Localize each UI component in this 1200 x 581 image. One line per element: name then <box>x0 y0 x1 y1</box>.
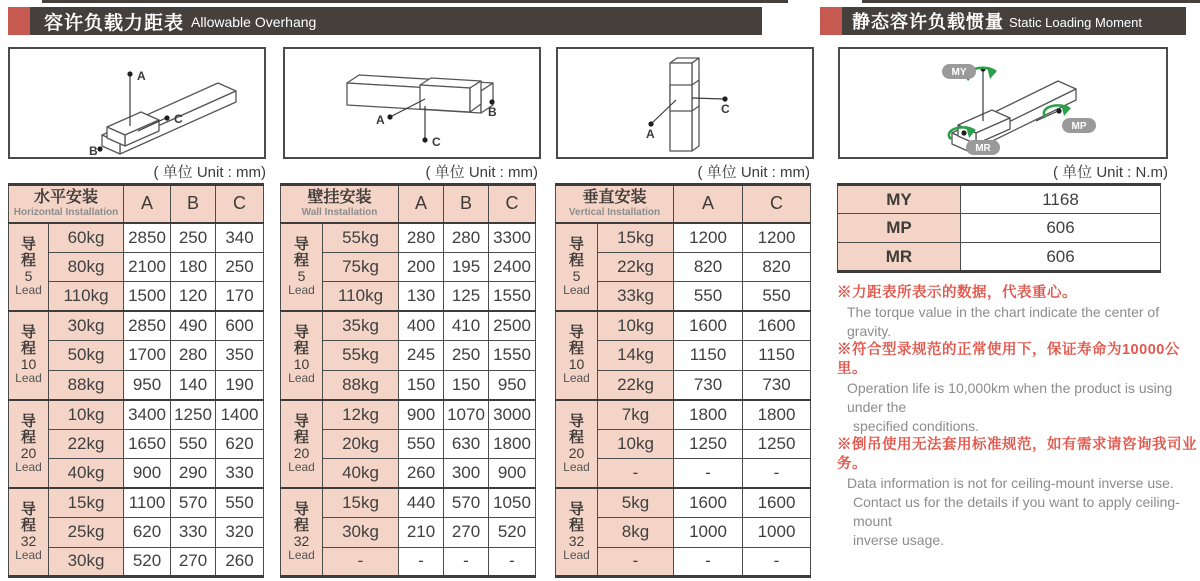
value-cell: 280 <box>444 223 489 253</box>
value-cell: 190 <box>216 370 264 400</box>
badge-MP: MP <box>1071 121 1087 132</box>
load-cell: 55kg <box>323 223 399 253</box>
lead-label: 导程 10 Lead <box>281 311 323 400</box>
table-row <box>556 311 811 341</box>
section-header-allowable-overhang <box>30 7 762 35</box>
value-cell: 730 <box>743 370 811 400</box>
value-cell: 820 <box>743 252 811 282</box>
value-cell: 1050 <box>489 488 536 518</box>
value-cell: 1400 <box>216 400 264 430</box>
top-divider-right <box>862 0 1200 3</box>
value-cell: 290 <box>171 459 216 489</box>
table-row <box>9 311 264 341</box>
diagram-static-loading-moment <box>838 47 1168 159</box>
value-cell: 150 <box>399 370 444 400</box>
lead-label: 导程 20 Lead <box>281 400 323 489</box>
col-header-C: C <box>216 185 264 223</box>
value-cell: 1600 <box>743 311 811 341</box>
value-cell: 1550 <box>489 341 536 371</box>
badge-MY: MY <box>951 67 967 78</box>
load-cell: - <box>323 547 399 577</box>
section-title-en: Allowable Overhang <box>191 14 317 30</box>
moment-label-MP: MP <box>838 214 961 243</box>
load-cell: 30kg <box>49 547 124 577</box>
value-cell: 1250 <box>743 429 811 459</box>
value-cell: 550 <box>399 429 444 459</box>
moment-value: 606 <box>961 214 1161 243</box>
diagram-wall-installation <box>283 47 541 159</box>
value-cell: 1550 <box>489 282 536 312</box>
value-cell: 1100 <box>124 488 171 518</box>
value-cell: 410 <box>444 311 489 341</box>
value-cell: 730 <box>674 370 743 400</box>
accent-square-left <box>8 7 30 35</box>
section-title-en: Static Loading Moment <box>1009 14 1142 30</box>
table-row <box>838 243 1161 272</box>
load-cell: 22kg <box>49 429 124 459</box>
value-cell: 350 <box>216 341 264 371</box>
value-cell: 630 <box>444 429 489 459</box>
unit-label-mm: ( 单位 Unit : mm) <box>697 164 810 181</box>
load-cell: 40kg <box>49 459 124 489</box>
load-cell: 75kg <box>323 252 399 282</box>
value-cell: 150 <box>444 370 489 400</box>
value-cell: 280 <box>171 341 216 371</box>
load-cell: 15kg <box>49 488 124 518</box>
value-cell: 270 <box>171 547 216 577</box>
value-cell: 1600 <box>674 488 743 518</box>
value-cell: 1000 <box>743 518 811 548</box>
value-cell: 550 <box>171 429 216 459</box>
load-cell: - <box>598 459 674 489</box>
note-en: The torque value in the chart indicate the center of gravity. <box>847 304 1160 339</box>
table-row <box>9 488 264 518</box>
note-en: Operation life is 10,000km when the product is using under the <box>847 380 1173 415</box>
value-cell: 520 <box>489 518 536 548</box>
value-cell: 2400 <box>489 252 536 282</box>
moment-value: 606 <box>961 243 1161 272</box>
note-en: Contact us for the details if you want to apply ceiling-mount <box>853 494 1180 529</box>
value-cell: 180 <box>171 252 216 282</box>
value-cell: 140 <box>171 370 216 400</box>
value-cell: - <box>444 547 489 577</box>
moment-label-MY: MY <box>838 185 961 214</box>
load-cell: 30kg <box>49 311 124 341</box>
value-cell: 320 <box>216 518 264 548</box>
col-header-A: A <box>674 185 743 223</box>
load-cell: 7kg <box>598 400 674 430</box>
table-row <box>556 400 811 430</box>
value-cell: 3400 <box>124 400 171 430</box>
load-cell: 15kg <box>323 488 399 518</box>
value-cell: 330 <box>216 459 264 489</box>
value-cell: 900 <box>399 400 444 430</box>
load-cell: 55kg <box>323 341 399 371</box>
load-cell: - <box>598 547 674 577</box>
load-cell: 5kg <box>598 488 674 518</box>
label-A: A <box>646 127 655 141</box>
label-C: C <box>432 135 441 149</box>
value-cell: 210 <box>399 518 444 548</box>
value-cell: 900 <box>489 459 536 489</box>
table-row <box>838 214 1161 243</box>
diagram-horizontal-installation <box>8 47 266 159</box>
value-cell: 340 <box>216 223 264 253</box>
value-cell: 280 <box>399 223 444 253</box>
unit-label-mm: ( 单位 Unit : mm) <box>153 164 266 181</box>
load-cell: 20kg <box>323 429 399 459</box>
note-zh: ※符合型录规范的正常使用下，保证寿命为10000公里。 <box>837 342 1180 377</box>
horizontal-installation-table <box>8 183 264 573</box>
unit-label-mm: ( 单位 Unit : mm) <box>425 164 538 181</box>
load-cell: 33kg <box>598 282 674 312</box>
value-cell: 1600 <box>674 311 743 341</box>
label-A: A <box>376 113 385 127</box>
value-cell: 250 <box>171 223 216 253</box>
value-cell: 1250 <box>171 400 216 430</box>
load-cell: 10kg <box>49 400 124 430</box>
value-cell: 440 <box>399 488 444 518</box>
value-cell: 250 <box>444 341 489 371</box>
diagram-vertical-installation <box>556 47 814 159</box>
load-cell: 15kg <box>598 223 674 253</box>
section-title-zh: 静态容许负载惯量 <box>852 12 1004 32</box>
value-cell: - <box>743 459 811 489</box>
horizontal-rail-drawing <box>10 49 264 157</box>
label-B: B <box>488 105 497 119</box>
value-cell: 270 <box>444 518 489 548</box>
value-cell: 550 <box>674 282 743 312</box>
lead-label: 导程 10 Lead <box>9 311 49 400</box>
value-cell: 170 <box>216 282 264 312</box>
table-title: 垂直安装 Vertical Installation <box>556 185 674 223</box>
load-cell: 40kg <box>323 459 399 489</box>
table-row <box>281 223 536 253</box>
value-cell: 300 <box>444 459 489 489</box>
moment-value: 1168 <box>961 185 1161 214</box>
load-cell: 14kg <box>598 341 674 371</box>
static-moment-table <box>837 183 1161 271</box>
note-zh: ※力距表所表示的数据，代表重心。 <box>837 285 1077 301</box>
table-row <box>556 223 811 253</box>
notes-block <box>837 284 1200 550</box>
top-divider-left <box>42 0 788 3</box>
vertical-installation-table <box>555 183 811 573</box>
lead-label: 导程 5 Lead <box>9 223 49 312</box>
lead-label: 导程 20 Lead <box>556 400 598 489</box>
load-cell: 8kg <box>598 518 674 548</box>
value-cell: 2100 <box>124 252 171 282</box>
unit-label-nm: ( 单位 Unit : N.m) <box>1053 164 1168 181</box>
value-cell: 620 <box>216 429 264 459</box>
table-row <box>838 185 1161 214</box>
value-cell: 245 <box>399 341 444 371</box>
load-cell: 80kg <box>49 252 124 282</box>
value-cell: 330 <box>171 518 216 548</box>
value-cell: 950 <box>489 370 536 400</box>
value-cell: 1600 <box>743 488 811 518</box>
table-title: 壁挂安装 Wall Installation <box>281 185 399 223</box>
lead-label: 导程 10 Lead <box>556 311 598 400</box>
value-cell: 570 <box>444 488 489 518</box>
note-en: Data information is not for ceiling-mount inverse use. <box>847 475 1174 491</box>
lead-label: 导程 5 Lead <box>281 223 323 312</box>
load-cell: 60kg <box>49 223 124 253</box>
value-cell: 1150 <box>743 341 811 371</box>
lead-label: 导程 32 Lead <box>9 488 49 577</box>
vertical-rail-drawing <box>558 49 812 157</box>
value-cell: 950 <box>124 370 171 400</box>
moment-rail-drawing <box>840 49 1166 157</box>
value-cell: 125 <box>444 282 489 312</box>
value-cell: 195 <box>444 252 489 282</box>
table-row <box>556 488 811 518</box>
value-cell: 2850 <box>124 311 171 341</box>
value-cell: - <box>743 547 811 577</box>
lead-label: 导程 32 Lead <box>281 488 323 577</box>
value-cell: 1800 <box>489 429 536 459</box>
table-row <box>281 488 536 518</box>
load-cell: 88kg <box>323 370 399 400</box>
value-cell: 1700 <box>124 341 171 371</box>
value-cell: 1800 <box>743 400 811 430</box>
table-row <box>9 223 264 253</box>
label-C: C <box>174 112 183 126</box>
load-cell: 22kg <box>598 370 674 400</box>
value-cell: 3000 <box>489 400 536 430</box>
value-cell: 1000 <box>674 518 743 548</box>
load-cell: 30kg <box>323 518 399 548</box>
value-cell: 570 <box>171 488 216 518</box>
col-header-A: A <box>124 185 171 223</box>
col-header-C: C <box>743 185 811 223</box>
col-header-C: C <box>489 185 536 223</box>
value-cell: 550 <box>743 282 811 312</box>
value-cell: - <box>674 547 743 577</box>
table-row <box>281 311 536 341</box>
section-header-static-loading-moment <box>842 7 1186 35</box>
value-cell: 3300 <box>489 223 536 253</box>
value-cell: 600 <box>216 311 264 341</box>
value-cell: - <box>674 459 743 489</box>
value-cell: 120 <box>171 282 216 312</box>
label-A: A <box>137 69 146 83</box>
label-C: C <box>721 102 730 116</box>
value-cell: 2850 <box>124 223 171 253</box>
value-cell: 1250 <box>674 429 743 459</box>
load-cell: 110kg <box>323 282 399 312</box>
value-cell: 820 <box>674 252 743 282</box>
value-cell: 1650 <box>124 429 171 459</box>
badge-MR: MR <box>975 143 991 154</box>
value-cell: 490 <box>171 311 216 341</box>
value-cell: 130 <box>399 282 444 312</box>
lead-label: 导程 32 Lead <box>556 488 598 577</box>
value-cell: 900 <box>124 459 171 489</box>
load-cell: 110kg <box>49 282 124 312</box>
load-cell: 12kg <box>323 400 399 430</box>
value-cell: 200 <box>399 252 444 282</box>
col-header-B: B <box>171 185 216 223</box>
table-row <box>9 400 264 430</box>
load-cell: 25kg <box>49 518 124 548</box>
value-cell: 1800 <box>674 400 743 430</box>
wall-rail-drawing <box>285 49 539 157</box>
load-cell: 22kg <box>598 252 674 282</box>
value-cell: 260 <box>216 547 264 577</box>
value-cell: 520 <box>124 547 171 577</box>
load-cell: 10kg <box>598 429 674 459</box>
col-header-A: A <box>399 185 444 223</box>
table-title: 水平安装 Horizontal Installation <box>9 185 124 223</box>
value-cell: 1150 <box>674 341 743 371</box>
lead-label: 导程 5 Lead <box>556 223 598 312</box>
wall-installation-table <box>280 183 536 573</box>
value-cell: 250 <box>216 252 264 282</box>
value-cell: 620 <box>124 518 171 548</box>
value-cell: 260 <box>399 459 444 489</box>
value-cell: 1070 <box>444 400 489 430</box>
load-cell: 88kg <box>49 370 124 400</box>
value-cell: 2500 <box>489 311 536 341</box>
load-cell: 35kg <box>323 311 399 341</box>
load-cell: 10kg <box>598 311 674 341</box>
note-zh: ※倒吊使用无法套用标准规范，如有需求请咨询我司业务。 <box>837 437 1197 472</box>
value-cell: - <box>489 547 536 577</box>
load-cell: 50kg <box>49 341 124 371</box>
value-cell: - <box>399 547 444 577</box>
col-header-B: B <box>444 185 489 223</box>
value-cell: 400 <box>399 311 444 341</box>
accent-square-right <box>820 7 842 35</box>
value-cell: 1200 <box>743 223 811 253</box>
lead-label: 导程 20 Lead <box>9 400 49 489</box>
moment-label-MR: MR <box>838 243 961 272</box>
note-en: specified conditions. <box>853 418 980 434</box>
note-en: inverse usage. <box>853 532 945 548</box>
label-B: B <box>89 144 98 157</box>
section-title-zh: 容许负载力距表 <box>44 12 185 34</box>
value-cell: 550 <box>216 488 264 518</box>
value-cell: 1500 <box>124 282 171 312</box>
table-row <box>281 400 536 430</box>
value-cell: 1200 <box>674 223 743 253</box>
